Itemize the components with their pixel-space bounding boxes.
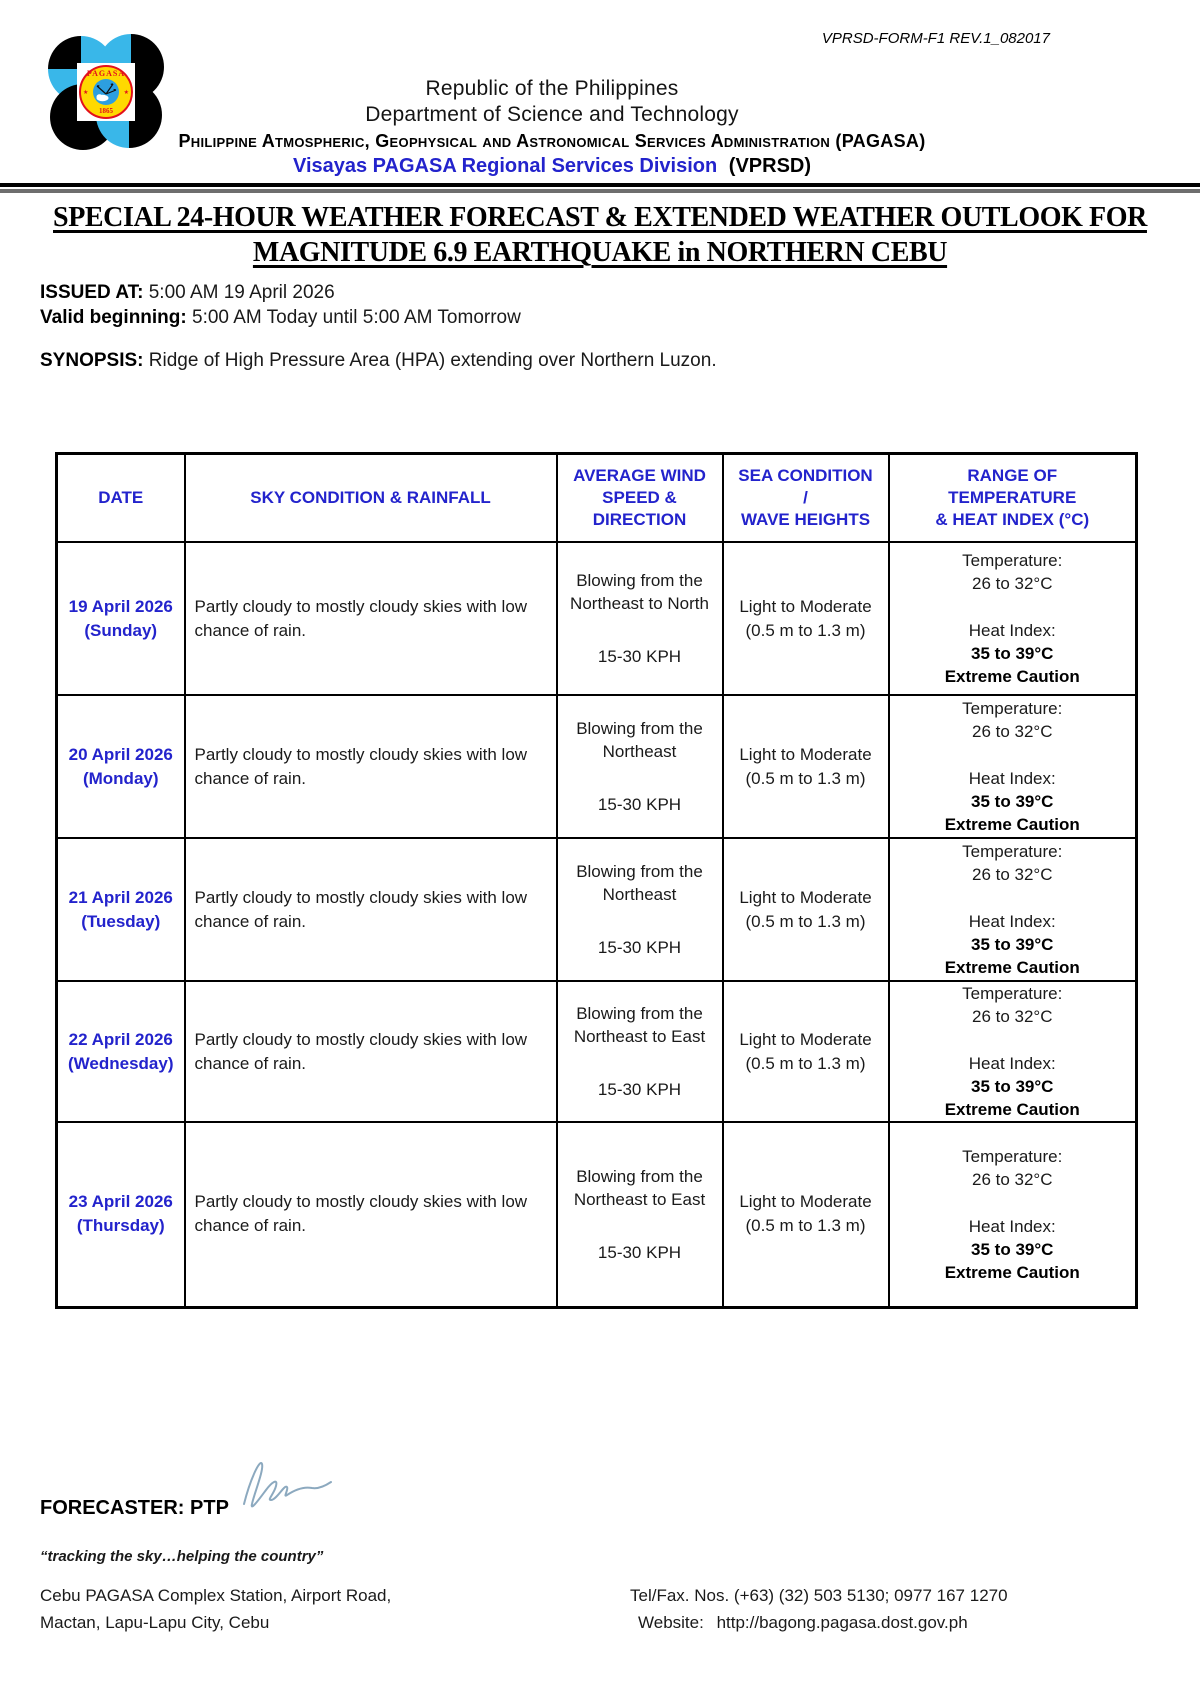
division-acronym: (VPRSD)	[728, 155, 812, 177]
date-cell: 19 April 2026 (Sunday)	[57, 542, 185, 695]
logo-year: 1865	[99, 107, 113, 115]
website-line	[638, 1609, 1008, 1636]
website-label: Website:	[638, 1613, 704, 1632]
header-divider	[0, 183, 1200, 187]
forecast-table	[55, 452, 1138, 1309]
division-name: Visayas PAGASA Regional Services Division	[292, 155, 718, 177]
synopsis-value: Ridge of High Pressure Area (HPA) extending over Northern Luzon.	[148, 350, 717, 371]
sea-condition-cell: Light to Moderate (0.5 m to 1.3 m)	[723, 1122, 889, 1307]
table-row	[57, 542, 1137, 695]
logo-star-right: ★	[123, 90, 129, 96]
station-address	[40, 1582, 391, 1636]
table-header-row	[57, 454, 1137, 543]
sky-condition-cell: Partly cloudy to mostly cloudy skies with low chance of rain.	[185, 695, 557, 838]
date-cell: 21 April 2026 (Tuesday)	[57, 838, 185, 981]
letterhead	[0, 76, 1104, 179]
form-number: VPRSD-FORM-F1 REV.1_082017	[821, 30, 1050, 47]
synopsis-line	[40, 350, 717, 372]
temperature-cell: Temperature: 26 to 32°C Heat Index: 35 to 39°C Extreme Caution	[889, 542, 1137, 695]
letterhead-republic: Republic of the Philippines	[425, 77, 679, 100]
issued-at-value: 5:00 AM 19 April 2026	[148, 282, 335, 303]
sea-condition-cell: Light to Moderate (0.5 m to 1.3 m)	[723, 695, 889, 838]
date-cell: 22 April 2026 (Wednesday)	[57, 981, 185, 1122]
sky-condition-cell: Partly cloudy to mostly cloudy skies with low chance of rain.	[185, 981, 557, 1122]
table-row	[57, 695, 1137, 838]
table-row	[57, 981, 1137, 1122]
logo-org-text: PAGASA	[86, 69, 126, 78]
issued-at-line	[40, 282, 335, 304]
contact-info	[630, 1582, 1008, 1636]
temperature-cell: Temperature: 26 to 32°C Heat Index: 35 to 39°C Extreme Caution	[889, 695, 1137, 838]
website-url: http://bagong.pagasa.dost.gov.ph	[716, 1613, 968, 1632]
date-cell: 23 April 2026 (Thursday)	[57, 1122, 185, 1307]
header-date: DATE	[57, 454, 185, 543]
sea-condition-cell: Light to Moderate (0.5 m to 1.3 m)	[723, 981, 889, 1122]
forecaster-initials: PTP	[190, 1497, 229, 1519]
table-row	[57, 838, 1137, 981]
header-wind: AVERAGE WIND SPEED & DIRECTION	[557, 454, 723, 543]
sky-condition-cell: Partly cloudy to mostly cloudy skies with low chance of rain.	[185, 1122, 557, 1307]
agency-motto: “tracking the sky…helping the country”	[40, 1548, 324, 1565]
header-sea-condition: SEA CONDITION / WAVE HEIGHTS	[723, 454, 889, 543]
valid-beginning-label: Valid beginning:	[40, 307, 187, 328]
wind-cell: Blowing from the Northeast to East 15-30 KPH	[557, 981, 723, 1122]
letterhead-division	[0, 154, 1104, 179]
bulletin-title-line1: SPECIAL 24-HOUR WEATHER FORECAST & EXTENDED WEATHER OUTLOOK FOR	[53, 202, 1147, 233]
header-temperature: RANGE OF TEMPERATURE & HEAT INDEX (°C)	[889, 454, 1137, 543]
forecaster-label: FORECASTER:	[40, 1497, 185, 1519]
address-line1: Cebu PAGASA Complex Station, Airport Road,	[40, 1586, 392, 1605]
wind-cell: Blowing from the Northeast 15-30 KPH	[557, 838, 723, 981]
issued-at-label: ISSUED AT:	[40, 282, 144, 303]
sky-condition-cell: Partly cloudy to mostly cloudy skies with low chance of rain.	[185, 542, 557, 695]
temperature-cell: Temperature: 26 to 32°C Heat Index: 35 to 39°C Extreme Caution	[889, 838, 1137, 981]
forecast-table-container	[55, 452, 1138, 1309]
wind-cell: Blowing from the Northeast to East 15-30 KPH	[557, 1122, 723, 1307]
header-sky-condition: SKY CONDITION & RAINFALL	[185, 454, 557, 543]
sea-condition-cell: Light to Moderate (0.5 m to 1.3 m)	[723, 838, 889, 981]
bulletin-title-line2: MAGNITUDE 6.9 EARTHQUAKE in NORTHERN CEBU	[252, 237, 948, 268]
logo-star-left: ★	[83, 90, 89, 96]
table-row	[57, 1122, 1137, 1307]
address-line2: Mactan, Lapu-Lapu City, Cebu	[40, 1613, 270, 1632]
temperature-cell: Temperature: 26 to 32°C Heat Index: 35 to 39°C Extreme Caution	[889, 981, 1137, 1122]
letterhead-agency: Philippine Atmospheric, Geophysical and Astronomical Services Administration (PAGASA)	[178, 131, 926, 151]
forecaster-line	[40, 1497, 229, 1520]
date-cell: 20 April 2026 (Monday)	[57, 695, 185, 838]
forecaster-signature	[226, 1450, 336, 1517]
sea-condition-cell: Light to Moderate (0.5 m to 1.3 m)	[723, 542, 889, 695]
valid-beginning-value: 5:00 AM Today until 5:00 AM Tomorrow	[192, 307, 521, 328]
valid-beginning-line	[40, 307, 521, 329]
temperature-cell: Temperature: 26 to 32°C Heat Index: 35 to 39°C Extreme Caution	[889, 1122, 1137, 1307]
synopsis-label: SYNOPSIS:	[40, 350, 144, 371]
telfax-line: Tel/Fax. Nos. (+63) (32) 503 5130; 0977 167 1270	[630, 1586, 1008, 1605]
wind-cell: Blowing from the Northeast to North 15-30 KPH	[557, 542, 723, 695]
letterhead-department: Department of Science and Technology	[365, 103, 739, 126]
sky-condition-cell: Partly cloudy to mostly cloudy skies with low chance of rain.	[185, 838, 557, 981]
bulletin-title	[0, 200, 1200, 270]
signature-icon	[226, 1450, 336, 1512]
wind-cell: Blowing from the Northeast 15-30 KPH	[557, 695, 723, 838]
